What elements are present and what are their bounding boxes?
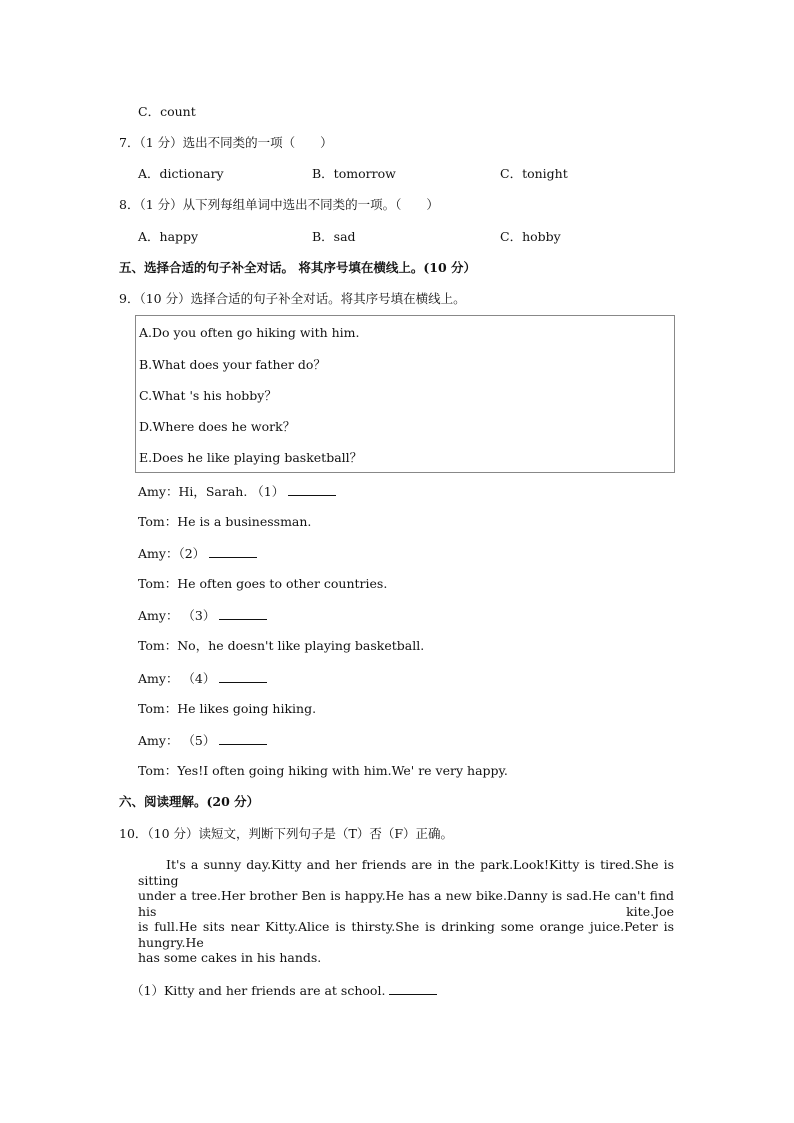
passage-line-2: under a tree.Her brother Ben is happy.He has a new bike.Danny is sad.He can't find his kite.Joe [138, 888, 674, 919]
dialogue-line-10: Tom：Yes!I often going hiking with him.We' re very happy. [138, 763, 508, 778]
q8-option-b: B．sad [312, 229, 356, 244]
passage-line-4: has some cakes in his hands. [138, 950, 322, 965]
dialogue-line-6: Tom：No，he doesn't like playing basketball. [138, 638, 425, 653]
q9-stem: 9．（10 分）选择合适的句子补全对话。将其序号填在横线上。 [119, 291, 466, 306]
q9-choice-a: A.Do you often go hiking with him. [139, 325, 360, 340]
answer-blank-q10-1[interactable] [389, 982, 437, 995]
passage-line-1: It's a sunny day.Kitty and her friends are in the park.Look!Kitty is tired.She is sitting [138, 857, 674, 888]
q7-stem: 7．（1 分）选出不同类的一项（ ） [119, 135, 333, 150]
q7-option-a: A．dictionary [138, 166, 224, 181]
section6-heading: 六、阅读理解。(20 分） [119, 794, 260, 809]
q8-option-c: C．hobby [500, 229, 561, 244]
q9-choice-b: B.What does your father do？ [139, 357, 326, 372]
answer-blank-5[interactable] [219, 732, 267, 745]
dialogue-line-8: Tom：He likes going hiking. [138, 701, 317, 716]
answer-blank-3[interactable] [219, 607, 267, 620]
dialogue-line-5: Amy： （3） [138, 607, 267, 624]
dialogue-line-9: Amy： （5） [138, 732, 267, 749]
q7-option-b: B．tomorrow [312, 166, 396, 181]
q10-item-1: （1）Kitty and her friends are at school. [131, 982, 437, 999]
section5-heading: 五、选择合适的句子补全对话。 将其序号填在横线上。(10 分） [119, 260, 477, 275]
answer-blank-1[interactable] [288, 483, 336, 496]
dialogue-line-7: Amy： （4） [138, 670, 267, 687]
dialogue-line-3: Amy：（2） [138, 545, 257, 562]
q8-option-a: A．happy [138, 229, 199, 244]
q7-option-c: C．tonight [500, 166, 568, 181]
q9-choice-d: D.Where does he work？ [139, 419, 296, 434]
q9-choices-box [135, 315, 675, 473]
answer-blank-4[interactable] [219, 670, 267, 683]
q9-choice-c: C.What 's his hobby？ [139, 388, 277, 403]
q10-stem: 10．（10 分）读短文，判断下列句子是（T）否（F）正确。 [119, 826, 454, 841]
q8-stem: 8．（1 分）从下列每组单词中选出不同类的一项。（ ） [119, 197, 439, 212]
dialogue-line-2: Tom：He is a businessman. [138, 514, 312, 529]
answer-blank-2[interactable] [209, 545, 257, 558]
dialogue-line-4: Tom：He often goes to other countries. [138, 576, 388, 591]
q9-choice-e: E.Does he like playing basketball？ [139, 450, 363, 465]
q6-option-c: C．count [138, 104, 196, 119]
passage-line-3: is full.He sits near Kitty.Alice is thirsty.She is drinking some orange juice.Peter is hungry.He [138, 919, 674, 950]
dialogue-line-1: Amy：Hi，Sarah. （1） [138, 483, 336, 500]
